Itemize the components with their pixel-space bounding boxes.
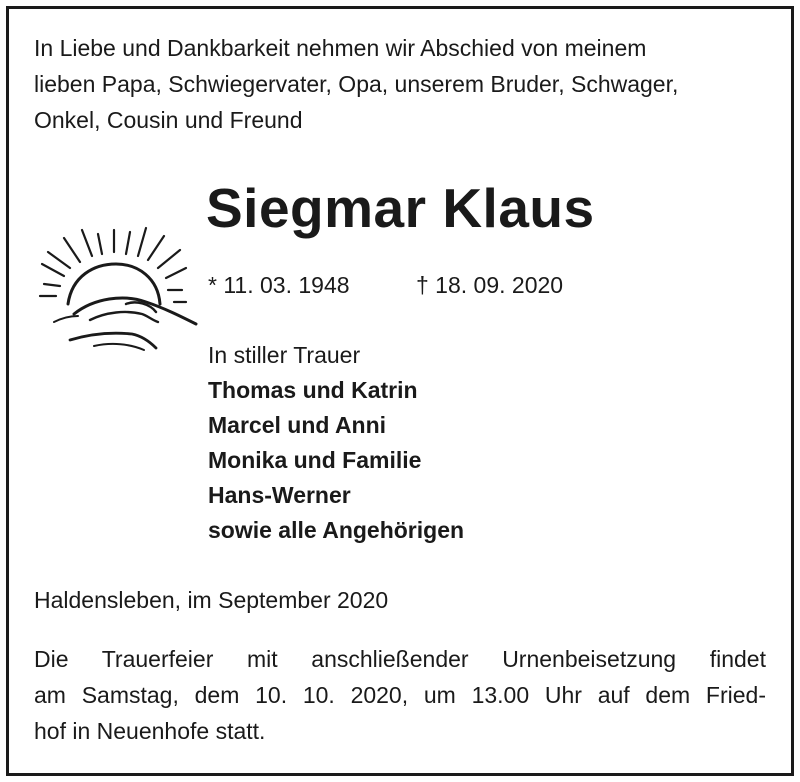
mourner-name: Thomas und Katrin [208, 377, 418, 403]
funeral-service-text [34, 641, 766, 749]
mourners-block [208, 338, 464, 548]
mourner-name: sowie alle Angehörigen [208, 517, 465, 543]
mourner-name: Marcel und Anni [208, 412, 387, 438]
mourning-phrase: In stiller Trauer [208, 342, 361, 368]
life-dates [208, 270, 564, 300]
intro-text [34, 30, 766, 138]
service-line: Die Trauerfeier mit anschließender Urnenbeisetzung findet [34, 646, 766, 672]
mourner-name: Hans-Werner [208, 482, 351, 508]
mourner-name: Monika und Familie [208, 447, 422, 473]
intro-line: lieben Papa, Schwiegervater, Opa, unserem Bruder, Schwager, [34, 71, 679, 97]
death-date: † 18. 09. 2020 [416, 272, 564, 298]
place-and-date: Haldensleben, im September 2020 [34, 587, 389, 613]
service-line: am Samstag, dem 10. 10. 2020, um 13.00 Uhr auf dem Fried- [34, 682, 766, 708]
setting-sun-icon [34, 224, 204, 356]
deceased-name: Siegmar Klaus [206, 177, 595, 239]
intro-line: Onkel, Cousin und Freund [34, 107, 303, 133]
service-line: hof in Neuenhofe statt. [34, 718, 266, 744]
intro-line: In Liebe und Dankbarkeit nehmen wir Abschied von meinem [34, 35, 647, 61]
birth-date: * 11. 03. 1948 [208, 272, 350, 298]
